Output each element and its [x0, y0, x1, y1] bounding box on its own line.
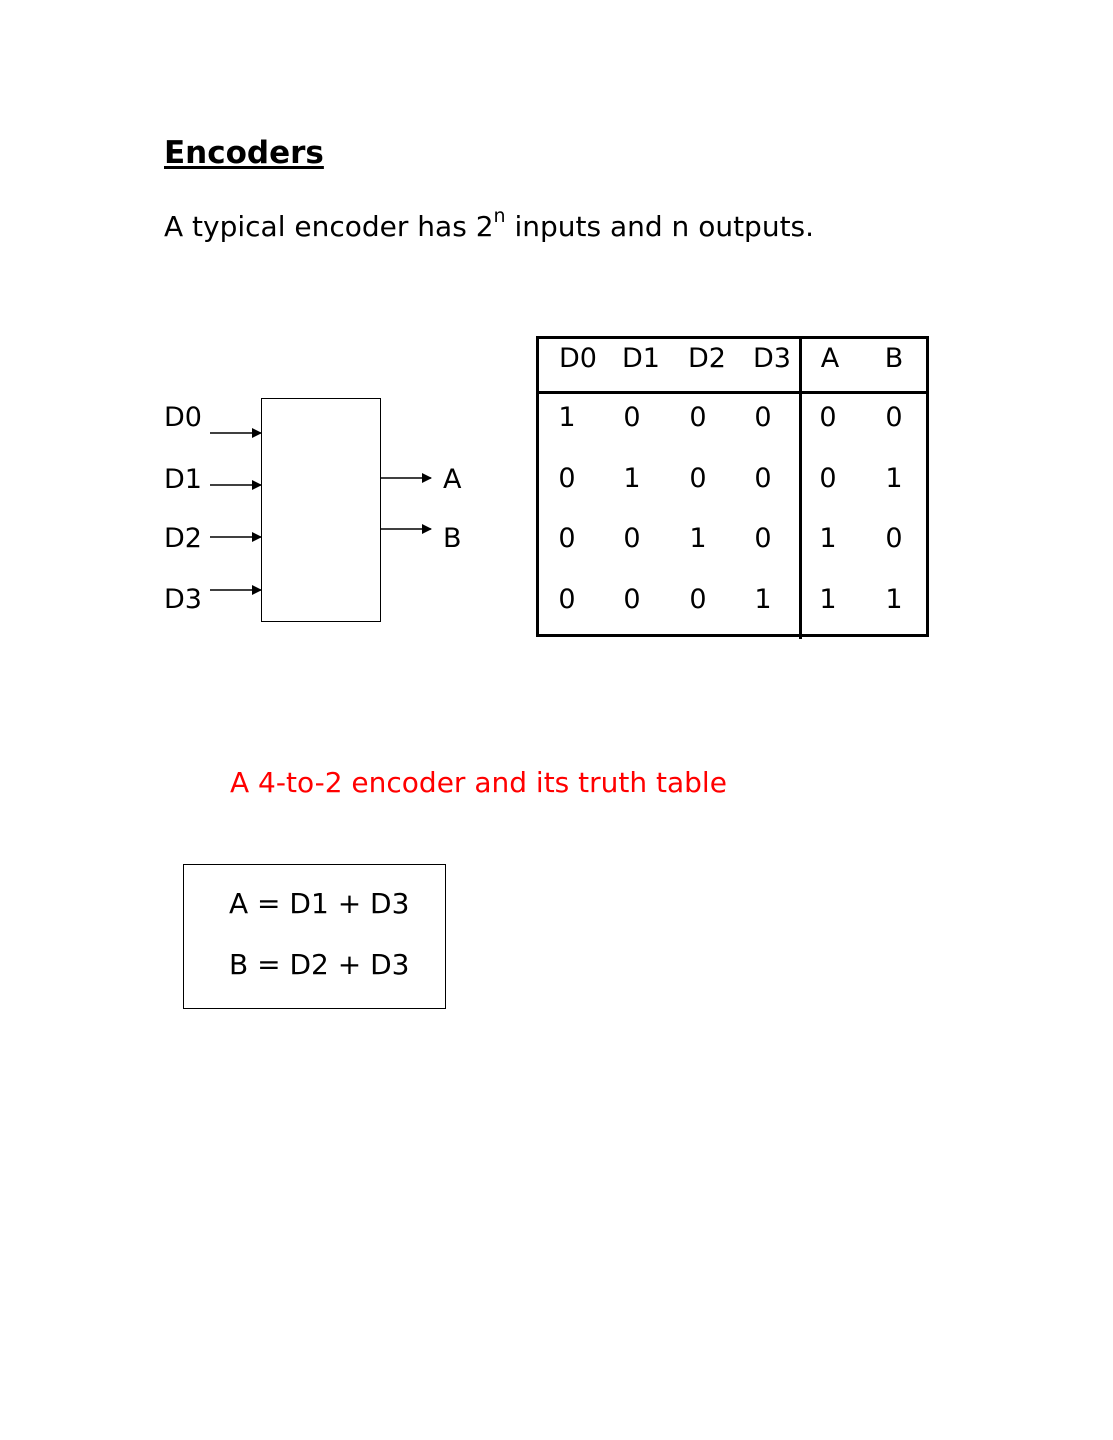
input-label-d0: D0 — [164, 402, 202, 433]
truth-table-cell: 0 — [819, 463, 837, 494]
equations-box — [183, 864, 446, 1009]
truth-table-cell: 1 — [558, 402, 576, 433]
truth-table-cell: 1 — [819, 523, 837, 554]
truth-table-cell: 0 — [558, 523, 576, 554]
output-label-a: A — [443, 464, 462, 495]
truth-table-cell: 0 — [689, 463, 707, 494]
truth-table-header: D1 — [622, 343, 660, 374]
truth-table-cell: 1 — [689, 523, 707, 554]
truth-table-cell: 0 — [558, 463, 576, 494]
truth-table-cell: 1 — [623, 463, 641, 494]
truth-table — [536, 336, 929, 637]
truth-table-header: B — [884, 343, 904, 374]
page-title: Encoders — [164, 135, 324, 171]
truth-table-column-divider — [799, 336, 802, 639]
figure-caption: A 4-to-2 encoder and its truth table — [230, 766, 727, 799]
truth-table-header-divider — [539, 391, 926, 394]
truth-table-cell: 0 — [754, 523, 772, 554]
truth-table-cell: 0 — [754, 402, 772, 433]
truth-table-cell: 0 — [623, 584, 641, 615]
input-label-d1: D1 — [164, 464, 202, 495]
truth-table-cell: 1 — [754, 584, 772, 615]
intro-text-before: A typical encoder has 2 — [164, 210, 494, 243]
truth-table-cell: 0 — [885, 523, 903, 554]
truth-table-header: D2 — [688, 343, 726, 374]
truth-table-cell: 0 — [819, 402, 837, 433]
truth-table-cell: 1 — [885, 463, 903, 494]
truth-table-header: A — [820, 343, 840, 374]
input-label-d3: D3 — [164, 584, 202, 615]
input-label-d2: D2 — [164, 523, 202, 554]
intro-text-after: inputs and n outputs. — [505, 210, 815, 243]
truth-table-cell: 1 — [819, 584, 837, 615]
equation-b: B = D2 + D3 — [229, 948, 410, 981]
truth-table-cell: 0 — [885, 402, 903, 433]
output-label-b: B — [443, 523, 462, 554]
truth-table-header: D3 — [753, 343, 791, 374]
truth-table-cell: 0 — [754, 463, 772, 494]
intro-superscript: n — [493, 204, 506, 227]
truth-table-cell: 0 — [689, 402, 707, 433]
truth-table-cell: 0 — [689, 584, 707, 615]
truth-table-cell: 0 — [558, 584, 576, 615]
truth-table-cell: 0 — [623, 402, 641, 433]
truth-table-header: D0 — [559, 343, 597, 374]
equation-a: A = D1 + D3 — [229, 887, 410, 920]
truth-table-cell: 0 — [623, 523, 641, 554]
truth-table-cell: 1 — [885, 584, 903, 615]
